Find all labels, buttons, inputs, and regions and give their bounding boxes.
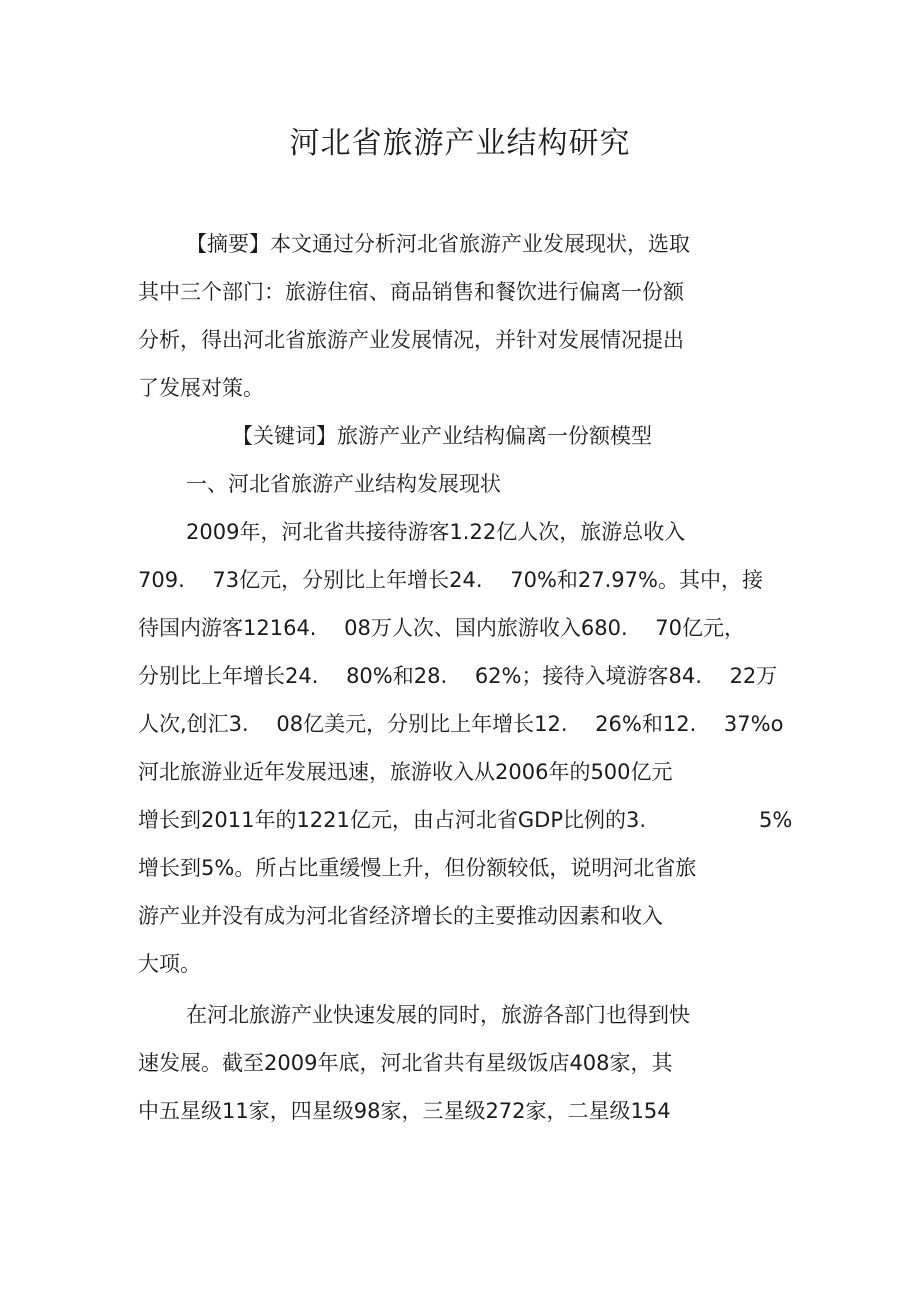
abstract-line-4: 了发展对策。 xyxy=(138,376,264,400)
abstract-line-1: 【摘要】本文通过分析河北省旅游产业发展现状，选取 xyxy=(186,232,690,256)
abstract-line-3: 分析，得出河北省旅游产业发展情况，并针对发展情况提出 xyxy=(138,328,684,352)
paragraph-1-line-9: 游产业并没有成为河北省经济增长的主要推动因素和收入 xyxy=(138,904,663,928)
paragraph-1-line-7-tail: 5% xyxy=(759,808,793,832)
paragraph-1-line-3: 待国内游客12164. 08万人次、国内旅游收入680. 70亿元， xyxy=(138,616,746,640)
paragraph-1-line-1: 2009年，河北省共接待游客1.22亿人次，旅游总收入 xyxy=(186,520,686,544)
paragraph-1-line-2: 709. 73亿元，分别比上年增长24. 70%和27.97%。其中，接 xyxy=(138,568,763,592)
paragraph-1-line-4: 分别比上年增长24. 80%和28. 62%；接待入境游客84. 22万 xyxy=(138,664,778,688)
paragraph-1-line-5: 人次,创汇3. 08亿美元，分别比上年增长12. 26%和12. 37%o xyxy=(138,712,784,736)
paragraph-2-line-2: 速发展。截至2009年底，河北省共有星级饭店408家，其 xyxy=(138,1051,673,1075)
paragraph-1-line-6: 河北旅游业近年发展迅速，旅游收入从2006年的500亿元 xyxy=(138,760,673,784)
paragraph-2-line-3: 中五星级11家，四星级98家，三星级272家，二星级154 xyxy=(138,1099,671,1123)
paragraph-2-line-1: 在河北旅游产业快速发展的同时，旅游各部门也得到快 xyxy=(186,1003,690,1027)
paragraph-1-line-10: 大项。 xyxy=(138,952,201,976)
document-title: 河北省旅游产业结构研究 xyxy=(289,126,631,161)
paragraph-1-line-7: 增长到2011年的1221亿元，由占河北省GDP比例的3. xyxy=(138,808,647,832)
section-heading: 一、河北省旅游产业结构发展现状 xyxy=(186,472,501,496)
abstract-line-2: 其中三个部门：旅游住宿、商品销售和餐饮进行偏离一份额 xyxy=(138,280,684,304)
keywords-line: 【关键词】旅游产业产业结构偏离一份额模型 xyxy=(232,424,652,448)
paragraph-1-line-8: 增长到5%。所占比重缓慢上升，但份额较低，说明河北省旅 xyxy=(138,856,697,880)
